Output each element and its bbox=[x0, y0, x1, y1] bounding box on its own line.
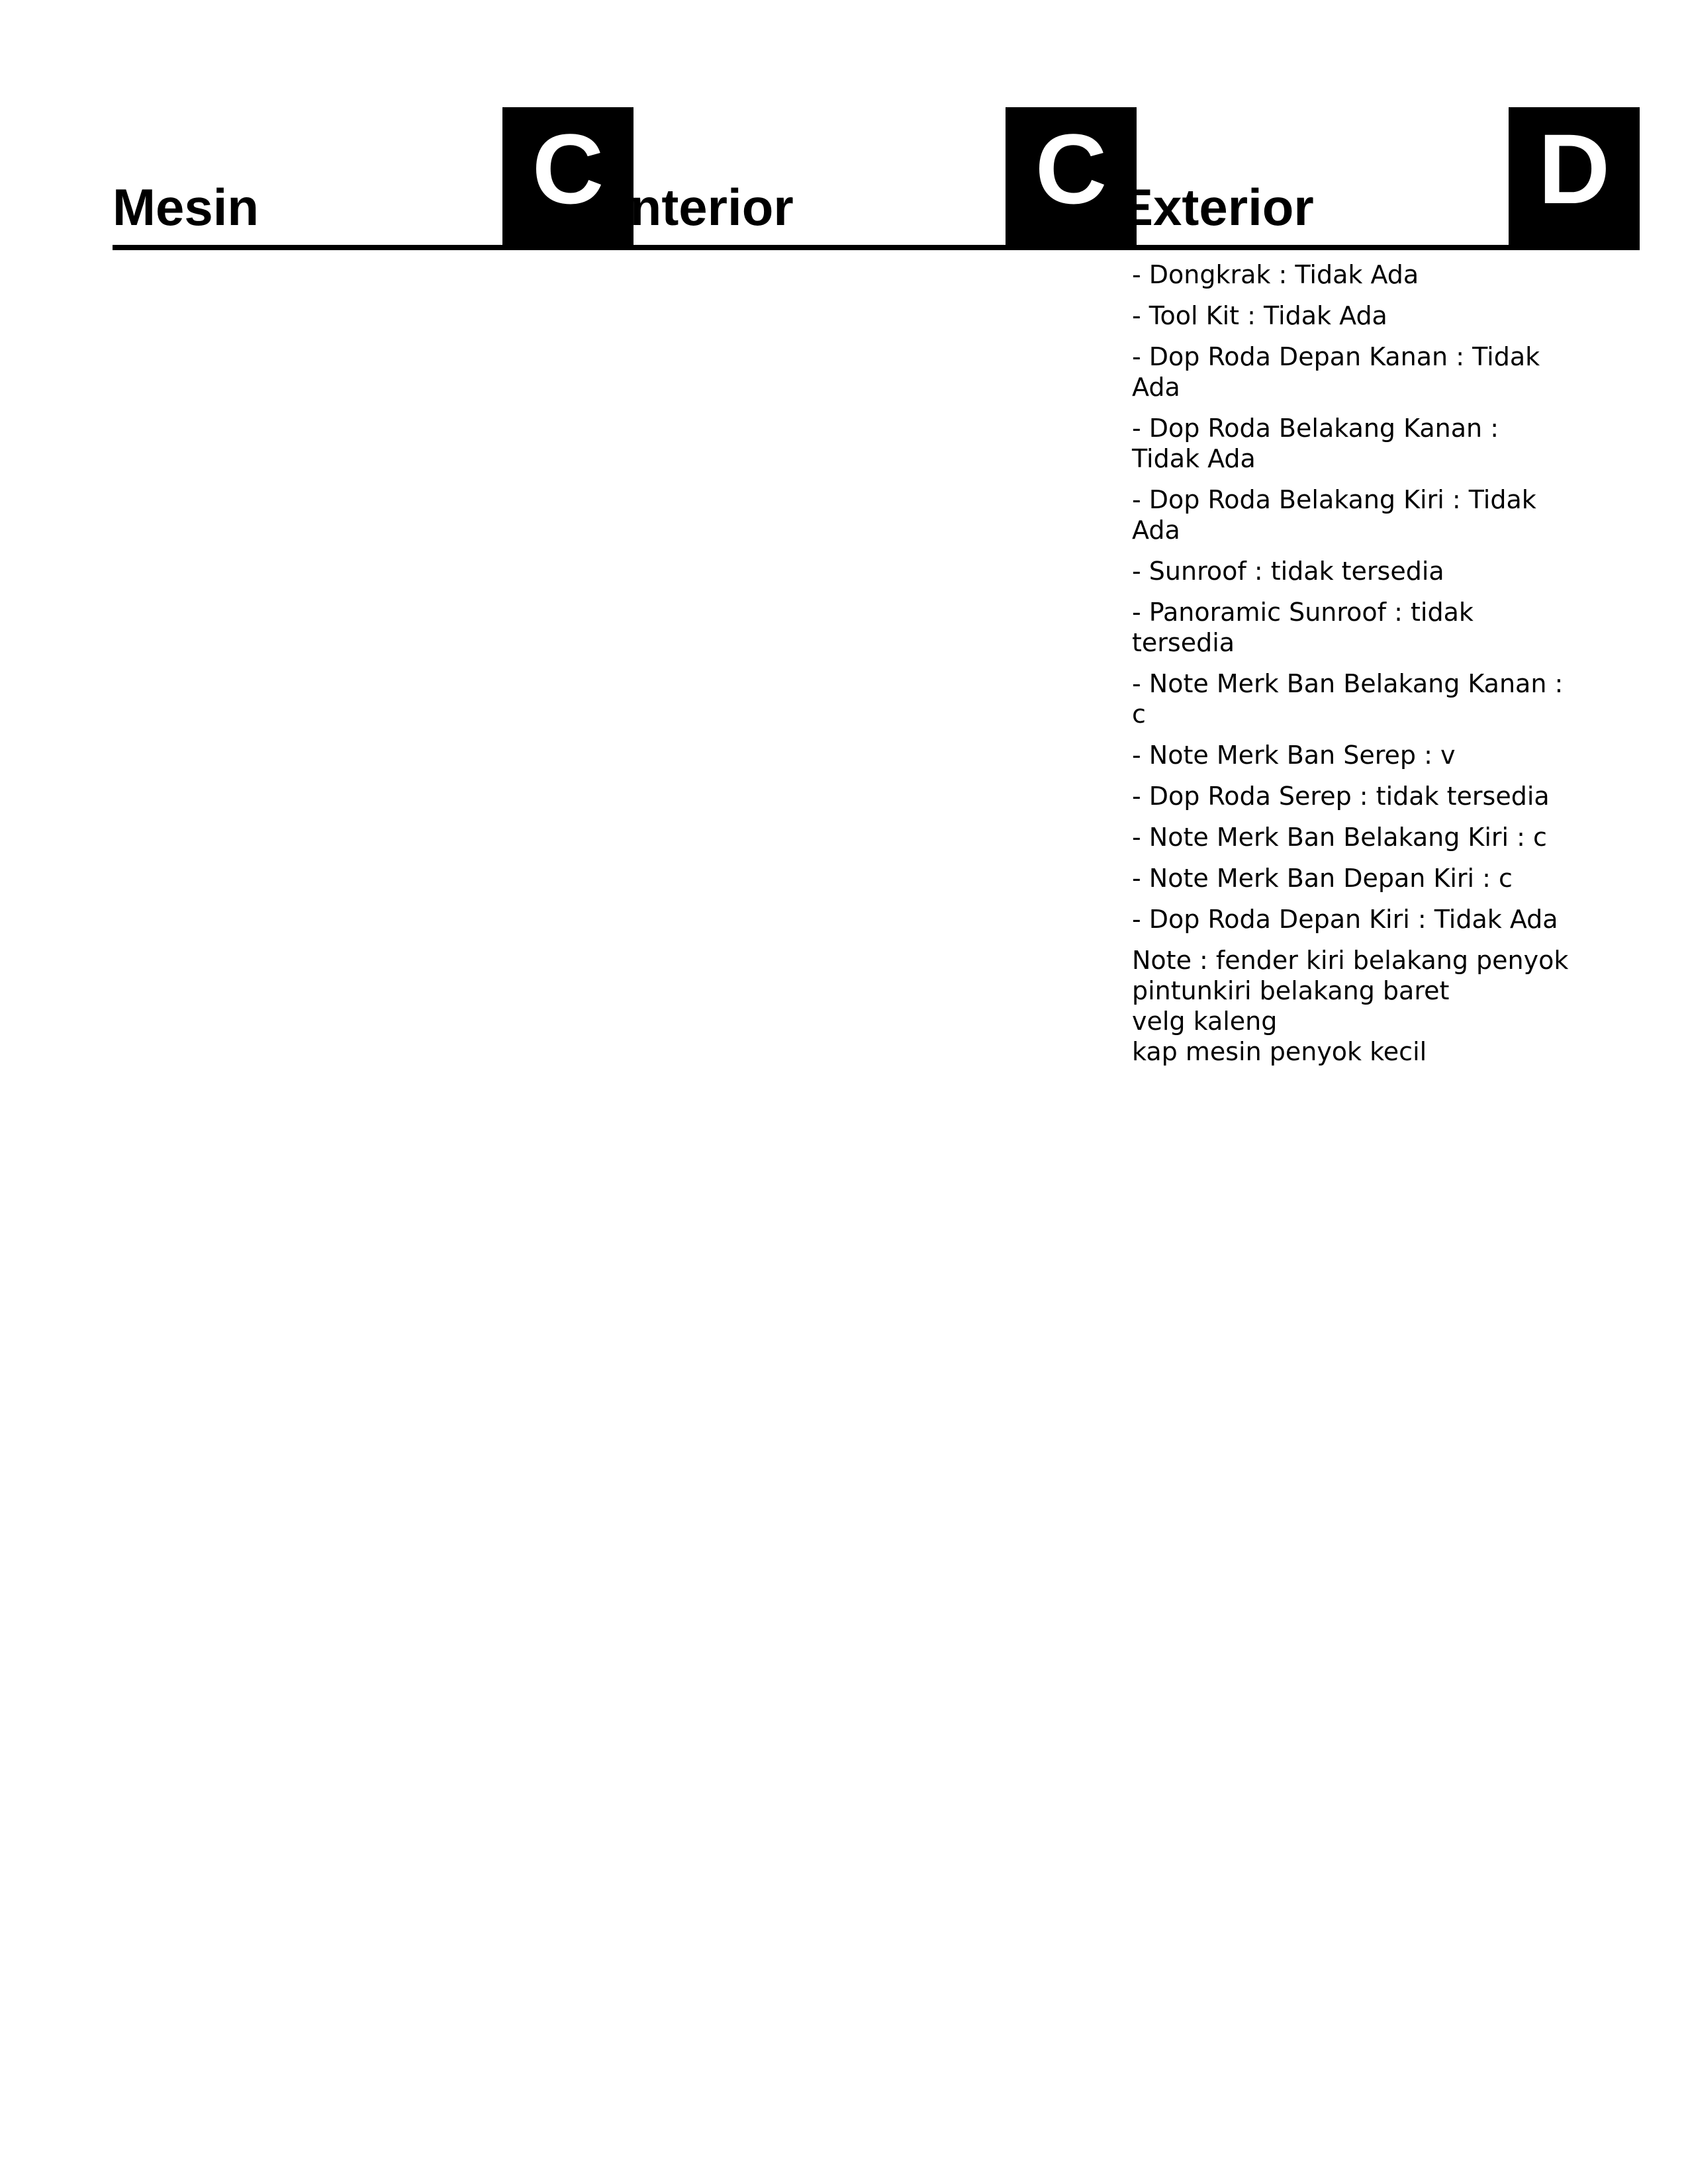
grade-letter-interior: C bbox=[1035, 113, 1107, 224]
grade-letter-exterior: D bbox=[1538, 113, 1611, 224]
exterior-note-item: - Note Merk Ban Belakang Kiri : c bbox=[1132, 823, 1547, 852]
grade-badge-interior bbox=[1006, 107, 1137, 250]
exterior-note-item: - Tool Kit : Tidak Ada bbox=[1132, 301, 1387, 330]
exterior-general-note: Note : fender kiri belakang penyok pintunkiri belakang baret velg kaleng kap mesin penyok kecil bbox=[1132, 946, 1569, 1066]
exterior-note-item: - Dop Roda Serep : tidak tersedia bbox=[1132, 782, 1550, 811]
exterior-note-item: - Note Merk Ban Depan Kiri : c bbox=[1132, 864, 1513, 893]
section-exterior bbox=[1119, 107, 1640, 250]
exterior-note-item: - Note Merk Ban Serep : v bbox=[1132, 741, 1456, 770]
exterior-note-item: - Dop Roda Depan Kiri : Tidak Ada bbox=[1132, 905, 1558, 934]
exterior-note-item: - Dop Roda Belakang Kanan : Tidak Ada bbox=[1132, 414, 1499, 473]
exterior-note-item: - Dop Roda Belakang Kiri : Tidak Ada bbox=[1132, 485, 1536, 545]
section-divider bbox=[1119, 245, 1640, 250]
exterior-note-item: - Dop Roda Depan Kanan : Tidak Ada bbox=[1132, 342, 1540, 402]
grade-letter-mesin: C bbox=[532, 113, 604, 224]
exterior-note-item: - Note Merk Ban Belakang Kanan : c bbox=[1132, 669, 1564, 729]
section-divider bbox=[616, 245, 1137, 250]
section-title-interior: Interior bbox=[616, 178, 794, 236]
section-title-mesin: Mesin bbox=[113, 178, 259, 236]
section-interior bbox=[616, 107, 1137, 250]
section-title-exterior: Exterior bbox=[1119, 178, 1314, 236]
grade-badge-exterior bbox=[1509, 107, 1640, 250]
exterior-note-item: - Sunroof : tidak tersedia bbox=[1132, 557, 1444, 586]
section-divider bbox=[113, 245, 633, 250]
exterior-notes-list bbox=[1132, 259, 1569, 1077]
section-mesin bbox=[113, 107, 633, 250]
grade-badge-mesin bbox=[502, 107, 633, 250]
exterior-note-item: - Panoramic Sunroof : tidak tersedia bbox=[1132, 598, 1474, 657]
exterior-note-item: - Dongkrak : Tidak Ada bbox=[1132, 260, 1419, 289]
